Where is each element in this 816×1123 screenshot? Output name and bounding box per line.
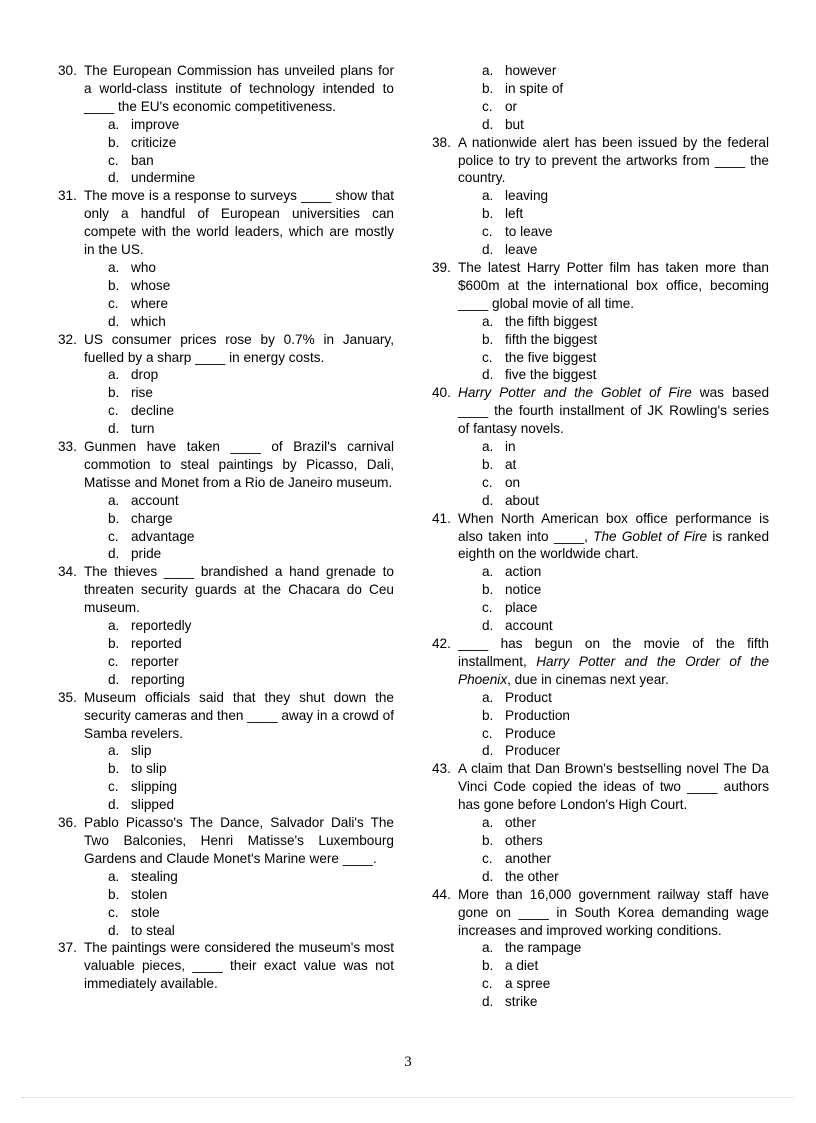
answer-option	[482, 742, 769, 760]
question-number: 43.	[432, 761, 451, 777]
option-text: stolen	[131, 886, 168, 902]
question	[432, 635, 769, 689]
text-segment: The European Commission has unveiled plans for a world-class institute of technology intended to ____ the EU's economic competitiveness.	[84, 63, 394, 114]
answer-option	[108, 868, 394, 886]
option-letter: b.	[482, 582, 494, 598]
option-letter: c.	[482, 725, 493, 741]
option-letter: a.	[482, 940, 494, 956]
option-text: where	[131, 295, 169, 311]
question-text	[84, 814, 394, 868]
answer-option	[108, 617, 394, 635]
option-text: reportedly	[131, 618, 192, 634]
italic-title: Harry Potter and the Order of the Phoenix	[458, 653, 770, 687]
question-number: 41.	[432, 510, 451, 526]
text-segment: ____ has begun on the movie of the fifth installment,	[458, 636, 769, 669]
option-text: to steal	[131, 922, 175, 938]
option-letter: a.	[482, 564, 494, 580]
option-list	[58, 742, 394, 814]
option-letter: a.	[108, 367, 120, 383]
answer-option	[482, 707, 769, 725]
text-segment: The thieves ____ brandished a hand grenade to threaten security guards at the Chacara do Ceu museum.	[84, 564, 394, 616]
italic-title: Harry Potter and the Goblet of Fire	[458, 385, 692, 401]
answer-option	[482, 116, 769, 134]
option-text: in spite of	[505, 80, 564, 96]
answer-option	[108, 778, 394, 796]
question-number: 36.	[58, 815, 77, 831]
option-text: reporting	[131, 671, 185, 687]
answer-option	[482, 331, 769, 349]
option-list	[58, 617, 394, 689]
option-letter: d.	[108, 546, 120, 562]
option-text: charge	[131, 510, 173, 526]
question	[432, 384, 769, 438]
option-letter: b.	[108, 886, 120, 902]
option-letter: d.	[108, 671, 120, 687]
option-text: about	[505, 492, 540, 508]
text-segment: , due in cinemas next year.	[507, 671, 669, 687]
question-number: 35.	[58, 689, 77, 705]
answer-option	[108, 886, 394, 904]
question-number: 30.	[58, 63, 77, 78]
answer-option	[482, 599, 769, 617]
answer-option	[108, 653, 394, 671]
question	[58, 62, 394, 116]
option-text: notice	[505, 582, 542, 598]
answer-option	[482, 689, 769, 707]
answer-option	[482, 868, 769, 886]
answer-option	[108, 922, 394, 940]
question-text	[458, 635, 769, 689]
option-text: Product	[505, 689, 552, 705]
option-letter: a.	[482, 815, 494, 831]
question	[58, 438, 394, 492]
text-segment: Gunmen have taken ____ of Brazil's carnival commotion to steal paintings by Picasso, Dali, Matisse and Monet from a Rio de Janeiro museum.	[84, 439, 394, 490]
option-text: place	[505, 600, 538, 616]
option-text: drop	[131, 367, 159, 383]
option-letter: a.	[482, 63, 494, 78]
question-text	[84, 187, 394, 259]
option-text: pride	[131, 546, 162, 562]
option-text: improve	[131, 116, 180, 132]
question-number: 42.	[432, 636, 451, 651]
answer-option	[482, 474, 769, 492]
option-letter: a.	[108, 618, 120, 634]
question	[58, 563, 394, 617]
option-letter: b.	[482, 331, 494, 347]
question	[58, 187, 394, 259]
option-letter: c.	[108, 779, 119, 795]
option-letter: b.	[108, 761, 120, 777]
answer-option	[482, 957, 769, 975]
option-letter: a.	[108, 743, 120, 759]
question-number: 44.	[432, 886, 451, 902]
left-column	[58, 62, 394, 993]
option-letter: b.	[108, 134, 120, 150]
question	[58, 331, 394, 367]
option-text: on	[505, 474, 521, 490]
option-text: the fifth biggest	[505, 313, 598, 329]
question	[58, 814, 394, 868]
answer-option	[482, 993, 769, 1011]
text-segment: was based ____ the fourth installment of JK Rowling's series of fantasy novels.	[458, 385, 769, 437]
option-list	[432, 313, 769, 385]
option-text: others	[505, 832, 543, 848]
question-text	[84, 563, 394, 617]
option-text: the other	[505, 868, 559, 884]
answer-option	[108, 904, 394, 922]
answer-option	[482, 187, 769, 205]
option-text: leaving	[505, 188, 549, 204]
option-text: a diet	[505, 958, 539, 974]
option-letter: d.	[482, 242, 494, 258]
answer-option	[108, 420, 394, 438]
question-text	[458, 384, 769, 438]
answer-option	[482, 438, 769, 456]
option-letter: d.	[108, 922, 120, 938]
option-list	[432, 187, 769, 259]
option-text: the five biggest	[505, 349, 597, 365]
option-letter: b.	[482, 206, 494, 222]
text-segment: The paintings were considered the museum's most valuable pieces, ____ their exact value was not immediately available.	[84, 940, 394, 992]
text-segment: A claim that Dan Brown's bestselling novel The Da Vinci Code copied the ideas of two ____ authors has gone before London's High Court.	[458, 761, 769, 813]
answer-option	[482, 366, 769, 384]
answer-option	[108, 384, 394, 402]
question-text	[458, 510, 769, 564]
answer-option	[108, 510, 394, 528]
answer-option	[482, 456, 769, 474]
answer-option	[108, 169, 394, 187]
option-list	[58, 259, 394, 331]
answer-option	[108, 742, 394, 760]
question-text	[84, 331, 394, 367]
answer-option	[482, 205, 769, 223]
option-letter: c.	[108, 295, 119, 311]
option-text: strike	[505, 994, 538, 1010]
option-letter: c.	[482, 474, 493, 490]
option-text: at	[505, 456, 517, 472]
answer-option	[482, 975, 769, 993]
option-letter: a.	[482, 439, 494, 455]
answer-option	[108, 134, 394, 152]
answer-option	[482, 563, 769, 581]
option-letter: a.	[108, 259, 120, 275]
option-letter: a.	[482, 689, 494, 705]
option-text: Produce	[505, 725, 556, 741]
answer-option	[108, 635, 394, 653]
option-text: ban	[131, 152, 154, 168]
question-text	[84, 689, 394, 743]
answer-option	[108, 259, 394, 277]
option-letter: b.	[108, 636, 120, 651]
option-text: account	[505, 618, 553, 634]
option-text: Production	[505, 707, 570, 723]
option-letter: c.	[108, 904, 119, 920]
option-letter: d.	[108, 797, 120, 813]
option-text: or	[505, 98, 518, 114]
option-letter: c.	[108, 528, 119, 544]
option-letter: d.	[482, 868, 494, 884]
question-text	[458, 760, 769, 814]
text-segment: US consumer prices rose by 0.7% in January, fuelled by a sharp ____ in energy costs.	[84, 331, 394, 365]
option-letter: c.	[108, 653, 119, 669]
option-text: stole	[131, 904, 160, 920]
text-segment: is ranked eighth on the worldwide chart.	[458, 528, 770, 562]
option-letter: b.	[482, 832, 494, 848]
answer-option	[482, 492, 769, 510]
answer-option	[108, 366, 394, 384]
option-text: leave	[505, 242, 538, 258]
option-text: who	[131, 259, 156, 275]
text-segment: Pablo Picasso's The Dance, Salvador Dali's The Two Balconies, Henri Matisse's Luxembourg Gardens and Claude Monet's Marine were ____.	[84, 815, 394, 866]
question-number: 32.	[58, 331, 77, 347]
option-letter: a.	[108, 116, 120, 132]
option-letter: d.	[482, 492, 494, 508]
text-segment: When North American box office performance is also taken into ____,	[458, 510, 769, 544]
question-text	[84, 939, 394, 993]
answer-option	[108, 116, 394, 134]
option-letter: b.	[108, 277, 120, 293]
option-letter: a.	[108, 868, 120, 884]
option-letter: a.	[482, 188, 494, 204]
option-text: slipping	[131, 779, 178, 795]
italic-title: The Goblet of Fire	[593, 528, 708, 544]
answer-option	[482, 62, 769, 80]
answer-option	[108, 152, 394, 170]
answer-option	[482, 313, 769, 331]
option-text: reported	[131, 636, 182, 651]
option-letter: c.	[482, 349, 493, 365]
text-segment: A nationwide alert has been issued by the federal police to try to prevent the artworks from ____ the country.	[458, 134, 769, 186]
question-number: 38.	[432, 134, 451, 150]
option-letter: b.	[482, 958, 494, 974]
answer-option	[108, 796, 394, 814]
answer-option	[482, 617, 769, 635]
option-text: whose	[131, 277, 171, 293]
option-text: which	[131, 313, 166, 329]
answer-option	[482, 850, 769, 868]
answer-option	[482, 223, 769, 241]
option-list	[58, 116, 394, 188]
option-letter: d.	[482, 367, 494, 383]
option-list	[432, 438, 769, 510]
answer-option	[108, 313, 394, 331]
option-letter: d.	[482, 116, 494, 132]
answer-option	[108, 277, 394, 295]
option-text: the rampage	[505, 940, 582, 956]
question-37-continued-options	[432, 62, 769, 134]
option-letter: a.	[482, 313, 494, 329]
answer-option	[108, 671, 394, 689]
option-letter: d.	[108, 313, 120, 329]
question	[432, 886, 769, 940]
answer-option	[108, 545, 394, 563]
answer-option	[108, 528, 394, 546]
option-letter: d.	[108, 421, 120, 437]
answer-option	[482, 241, 769, 259]
option-text: action	[505, 564, 542, 580]
question	[58, 689, 394, 743]
option-text: undermine	[131, 170, 196, 186]
answer-option	[482, 581, 769, 599]
question	[58, 939, 394, 993]
option-text: account	[131, 492, 179, 508]
page-number: 3	[404, 1054, 412, 1070]
option-list	[58, 868, 394, 940]
option-letter: b.	[108, 510, 120, 526]
option-letter: d.	[482, 994, 494, 1010]
answer-option	[482, 98, 769, 116]
option-letter: c.	[482, 850, 493, 866]
question-text	[458, 134, 769, 188]
answer-option	[108, 492, 394, 510]
question-text	[458, 259, 769, 313]
option-letter: d.	[108, 170, 120, 186]
right-column	[432, 62, 769, 1011]
question-number: 34.	[58, 564, 77, 580]
page-footer-divider	[22, 1097, 794, 1098]
option-letter: a.	[108, 492, 120, 508]
option-text: rise	[131, 385, 153, 401]
option-text: slip	[131, 743, 152, 759]
option-letter: c.	[482, 98, 493, 114]
option-letter: c.	[108, 152, 119, 168]
option-list	[432, 689, 769, 761]
option-letter: c.	[482, 224, 493, 240]
option-letter: d.	[482, 618, 494, 634]
option-text: to slip	[131, 761, 167, 777]
question-number: 39.	[432, 259, 451, 275]
option-text: other	[505, 815, 536, 831]
text-segment: More than 16,000 government railway staff have gone on ____ in South Korea demanding wage increases and improved working conditions.	[458, 886, 769, 938]
option-letter: c.	[108, 403, 119, 419]
option-text: advantage	[131, 528, 195, 544]
text-segment: The move is a response to surveys ____ show that only a handful of European universities can compete with the world leaders, which are mostly in the US.	[84, 188, 394, 258]
option-text: fifth the biggest	[505, 331, 598, 347]
answer-option	[482, 814, 769, 832]
option-text: to leave	[505, 224, 553, 240]
question-text	[84, 438, 394, 492]
answer-option	[108, 295, 394, 313]
option-text: five the biggest	[505, 367, 597, 383]
answer-option	[482, 349, 769, 367]
option-text: decline	[131, 403, 175, 419]
option-text: criticize	[131, 134, 177, 150]
answer-option	[482, 725, 769, 743]
answer-option	[482, 939, 769, 957]
option-letter: b.	[482, 707, 494, 723]
option-letter: c.	[482, 976, 493, 992]
option-letter: c.	[482, 600, 493, 616]
option-letter: b.	[482, 80, 494, 96]
question-number: 40.	[432, 385, 451, 401]
option-list	[58, 366, 394, 438]
option-letter: d.	[482, 743, 494, 759]
option-list	[58, 492, 394, 564]
option-text: a spree	[505, 976, 551, 992]
option-list	[432, 939, 769, 1011]
text-segment: The latest Harry Potter film has taken more than $600m at the international box office, becoming ____ global movie of all time.	[458, 259, 769, 311]
answer-option	[108, 402, 394, 420]
answer-option	[482, 80, 769, 98]
option-text: however	[505, 63, 557, 78]
question-text	[84, 62, 394, 116]
option-text: left	[505, 206, 524, 222]
option-text: Producer	[505, 743, 561, 759]
question-number: 37.	[58, 940, 77, 956]
option-text: reporter	[131, 653, 179, 669]
option-text: slipped	[131, 797, 175, 813]
option-text: stealing	[131, 868, 178, 884]
option-list	[432, 563, 769, 635]
option-text: another	[505, 850, 552, 866]
question-number: 33.	[58, 439, 77, 455]
question	[432, 760, 769, 814]
question-number: 31.	[58, 188, 77, 204]
text-segment: Museum officials said that they shut down the security cameras and then ____ away in a crowd of Samba revelers.	[84, 689, 394, 741]
question	[432, 134, 769, 188]
question	[432, 510, 769, 564]
option-list	[432, 814, 769, 886]
question	[432, 259, 769, 313]
option-text: in	[505, 439, 516, 455]
question-text	[458, 886, 769, 940]
option-text: but	[505, 116, 524, 132]
option-letter: b.	[482, 456, 494, 472]
answer-option	[482, 832, 769, 850]
option-text: turn	[131, 421, 155, 437]
option-letter: b.	[108, 385, 120, 401]
answer-option	[108, 760, 394, 778]
